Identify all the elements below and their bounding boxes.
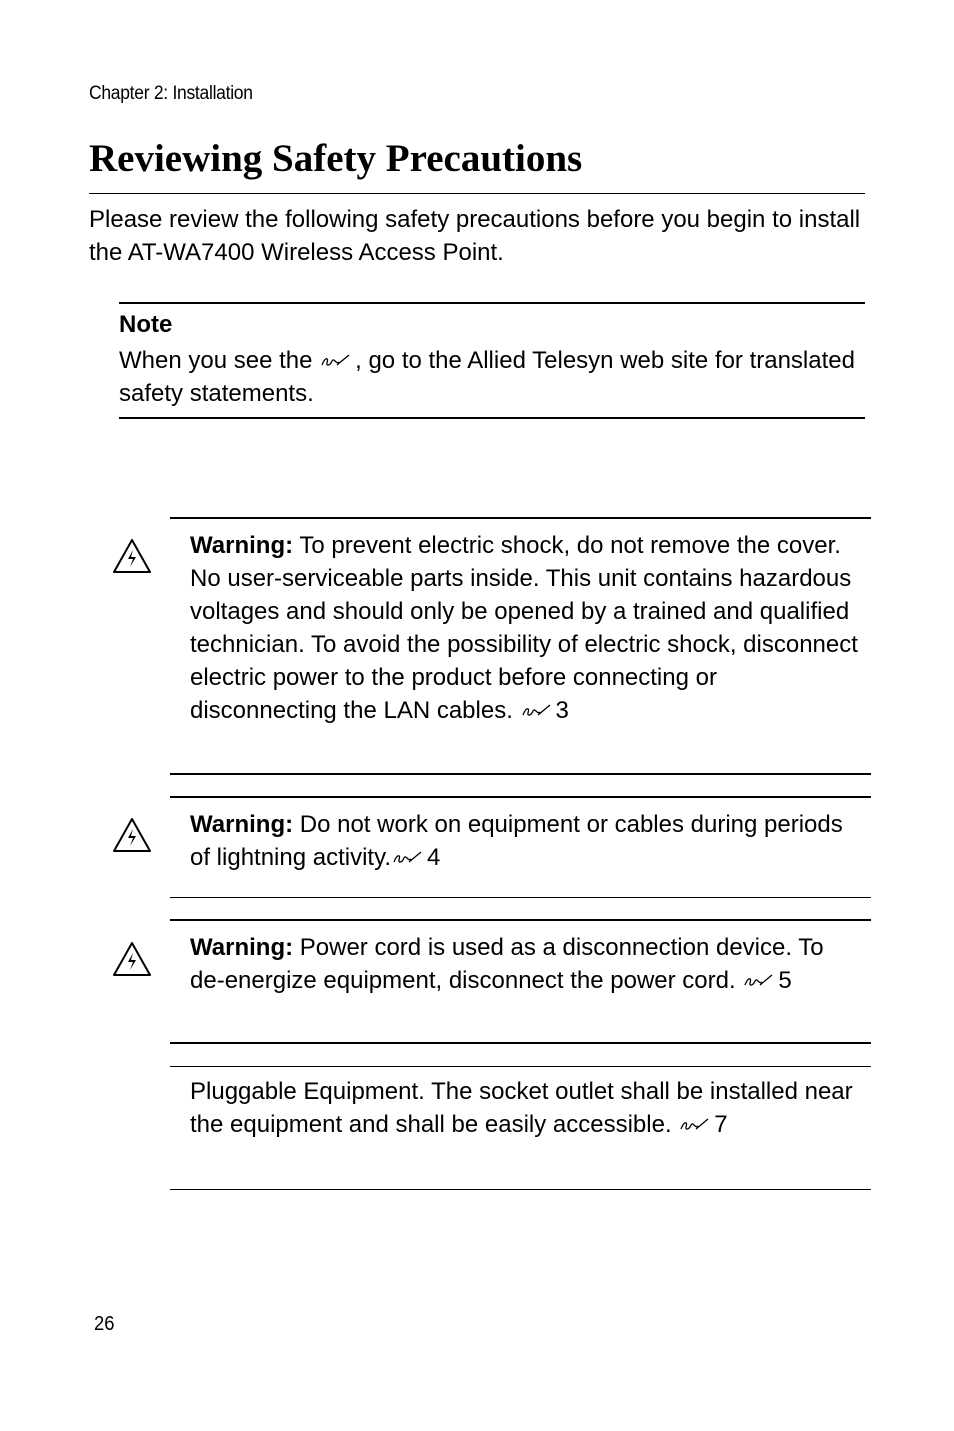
warning-body: Do not work on equipment or cables during periods of lightning activity.	[190, 811, 843, 871]
translation-ref-icon	[391, 850, 427, 866]
translation-ref-number: 7	[714, 1111, 728, 1138]
warning-label: Warning:	[190, 532, 294, 559]
note-body	[119, 344, 859, 410]
title-divider	[89, 193, 865, 194]
page-title: Reviewing Safety Precautions	[89, 137, 583, 180]
translation-ref-number: 5	[778, 967, 792, 994]
warning-text	[190, 808, 860, 874]
page-number: 26	[94, 1313, 115, 1335]
translation-ref-number: 4	[427, 844, 441, 871]
warning-body: Power cord is used as a disconnection device. To de-energize equipment, disconnect the power cord.	[190, 934, 824, 994]
pluggable-text	[190, 1075, 860, 1141]
warning-text	[190, 529, 860, 727]
translation-ref-icon	[678, 1117, 714, 1133]
intro-paragraph: Please review the following safety precautions before you begin to install the AT-WA7400 Wireless Access Point.	[89, 206, 861, 266]
note-label: Note	[119, 311, 173, 338]
note-text-after: , go to the Allied Telesyn web site for translated safety statements.	[119, 347, 855, 407]
pluggable-equipment-box	[170, 1066, 871, 1190]
warning-label: Warning:	[190, 811, 294, 838]
warning-box-power-cord	[170, 919, 871, 1044]
warning-box-electric-shock	[170, 517, 871, 775]
warning-text	[190, 931, 860, 997]
translation-ref-icon	[742, 973, 778, 989]
note-text-before: When you see the	[119, 347, 320, 374]
electric-shock-warning-icon	[112, 538, 152, 574]
electric-shock-warning-icon	[112, 941, 152, 977]
electric-shock-warning-icon	[112, 817, 152, 853]
translation-ref-number: 3	[555, 697, 569, 724]
note-box	[119, 302, 865, 419]
warning-box-lightning	[170, 796, 871, 898]
running-header: Chapter 2: Installation	[89, 83, 253, 104]
translation-ref-icon	[319, 353, 355, 369]
translation-ref-icon	[520, 703, 556, 719]
warning-label: Warning:	[190, 934, 294, 961]
pluggable-body: Pluggable Equipment. The socket outlet shall be installed near the equipment and shall be easily accessible.	[190, 1078, 853, 1138]
warning-body: To prevent electric shock, do not remove the cover. No user-serviceable parts inside. This unit contains hazardous voltages and should only be opened by a trained and qualified technician. To avoid the possibility of electric shock, disconnect electric power to the product before connecting or disconnecting the LAN cables.	[190, 532, 858, 724]
